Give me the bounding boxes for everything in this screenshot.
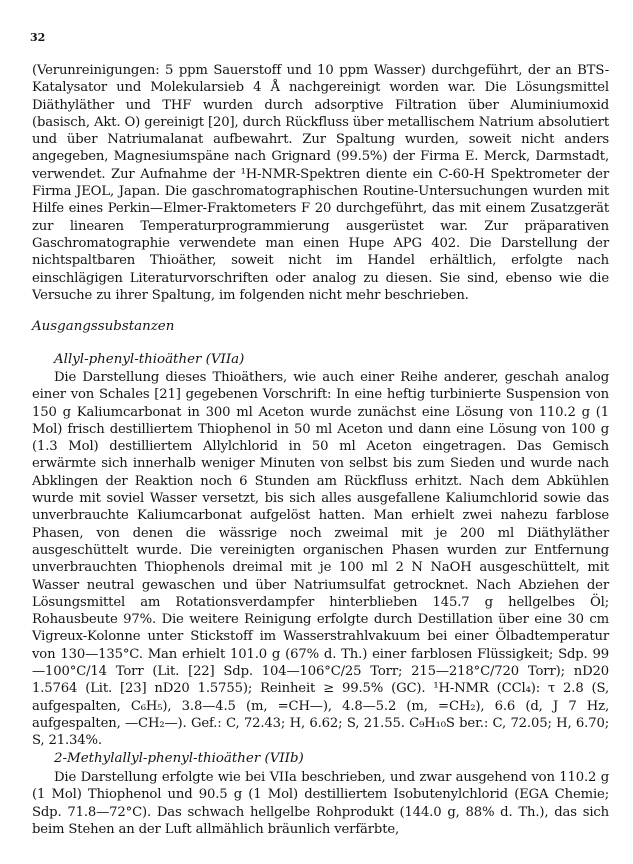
intro-paragraph — [32, 62, 609, 304]
compound-2-paragraph — [32, 769, 609, 838]
intro-text: (Verunreinigungen: 5 ppm Sauerstoff und 10 ppm Wasser) durchgeführt, der an BTS-Katalysator und Molekularsieb 4 Å nachgereinigt worden war. Die Lösungsmittel Diäthyläther und THF wurden durch adsorptive Filtration über Aluminiumoxid (basisch, Akt. O) gereinigt [20], durch Rückfluss über metallischem Natrium absolutiert und über Natriumalanat aufbewahrt. Zur Spaltung wurden, soweit nicht anders angegeben, Magnesiumspäne nach Grignard (99.5%) der Firma E. Merck, Darmstadt, verwendet. Zur Aufnahme der ¹H-NMR-Spektren diente ein C-60-H Spektrometer der Firma JEOL, Japan. Die gaschromatographischen Routine-Untersuchungen wurden mit Hilfe eines Perkin—Elmer-Fraktometers F 20 durchgeführt, das mit einem Zusatzgerät zur linearen Temperaturprogrammierung ausgerüstet war. Zur präparativen Gaschromatographie verwendete man einen Hupe APG 402. Die Darstellung der nichtspaltbaren Thioäther, soweit nicht im Handel erhältlich, erfolgte nach einschlägigen Literaturvorschriften oder analog zu diesen. Sie sind, ebenso wie die Versuche zu ihrer Spaltung, im folgenden nicht mehr beschrieben. — [32, 63, 609, 303]
section-heading: Ausgangssubstanzen — [32, 319, 175, 334]
page-number: 32 — [30, 31, 46, 44]
compound-1-heading: Allyl-phenyl-thioäther (VIIa) — [54, 352, 245, 367]
compound-1-paragraph — [32, 369, 609, 750]
compound-2-text: Die Darstellung erfolgte wie bei VIIa beschrieben, und zwar ausgehend von 110.2 g (1 Mol) Thiophenol und 90.5 g (1 Mol) destilliertem Isobutenylchlorid (EGA Chemie; Sdp. 71.8—72°C). Das schwach hellgelbe Rohprodukt (144.0 g, 88% d. Th.), das sich beim Stehen an der Luft allmählich bräunlich verfärbte, — [32, 770, 609, 837]
compound-2-heading: 2-Methylallyl-phenyl-thioäther (VIIb) — [54, 751, 304, 766]
compound-1-text: Die Darstellung dieses Thioäthers, wie auch einer Reihe anderer, geschah analog einer von Schales [21] gegebenen Vorschrift: In eine heftig turbinierte Suspension von 150 g Kaliumcarbonat in 300 ml Aceton wurde zunächst eine Lösung von 110.2 g (1 Mol) frisch destilliertem Thiophenol in 50 ml Aceton und dann eine Lösung von 100 g (1.3 Mol) destilliertem Allylchlorid in 50 ml Aceton eingetragen. Das Gemisch erwärmte sich innerhalb weniger Minuten von selbst bis zum Sieden und wurde nach Abklingen der Reaktion noch 6 Stunden am Rückfluss erhitzt. Nach dem Abkühlen wurde mit soviel Wasser versetzt, bis sich alles ausgefallene Kaliumchlorid sowie das unverbrauchte Kaliumcarbonat aufgelöst hatten. Man erhielt zwei nahezu farblose Phasen, von denen die wässrige noch zweimal mit je 200 ml Diäthyläther ausgeschüttelt wurde. Die vereinigten organischen Phasen wurden zur Entfernung unverbrauchten Thiophenols dreimal mit je 100 ml 2 N NaOH ausgeschüttelt, mit Wasser neutral gewaschen und über Natriumsulfat getrocknet. Nach Abziehen der Lösungsmittel am Rotationsverdampfer hinterblieben 145.7 g hellgelbes Öl; Rohausbeute 97%. Die weitere Reinigung erfolgte durch Destillation über eine 30 cm Vigreux-Kolonne unter Stickstoff im Wasserstrahlvakuum bei einer Ölbadtemperatur von 130—135°C. Man erhielt 101.0 g (67% d. Th.) einer farblosen Flüssigkeit; Sdp. 99—100°C/14 Torr (Lit. [22] Sdp. 104—106°C/25 Torr; 215—218°C/720 Torr); nD20 1.5764 (Lit. [23] nD20 1.5755); Reinheit ≥ 99.5% (GC). ¹H-NMR (CCl₄): τ 2.8 (S, aufgespalten, C₆H₅), 3.8—4.5 (m, =CH—), 4.8—5.2 (m, =CH₂), 6.6 (d, J 7 Hz, aufgespalten, —CH₂—). Gef.: C, 72.43; H, 6.62; S, 21.55. C₉H₁₀S ber.: C, 72.05; H, 6.70; S, 21.34%. — [32, 370, 609, 749]
